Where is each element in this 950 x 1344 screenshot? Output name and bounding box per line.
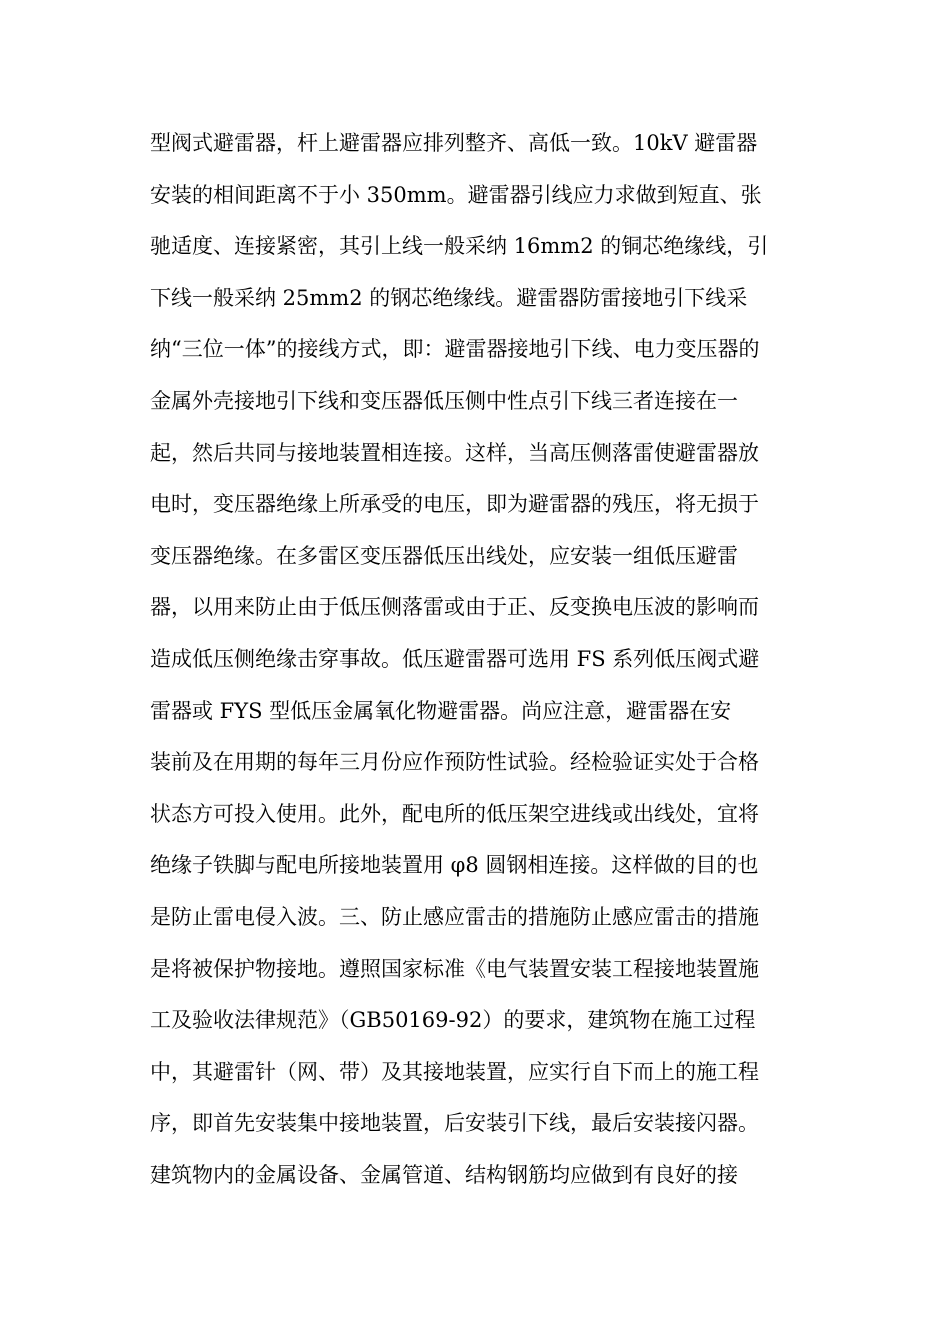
- text-line: 器，以用来防止由于低压侧落雷或由于正、反变换电压波的影响而: [150, 595, 759, 620]
- text-line: 绝缘子铁脚与配电所接地装置用 φ8 圆钢相连接。这样做的目的也: [150, 853, 759, 878]
- text-line: 雷器或 FYS 型低压金属氧化物避雷器。尚应注意，避雷器在安: [150, 698, 732, 723]
- text-line: 变压器绝缘。在多雷区变压器低压出线处，应安装一组低压避雷: [150, 543, 738, 568]
- text-line: 纳“三位一体”的接线方式，即：避雷器接地引下线、电力变压器的: [150, 337, 760, 362]
- text-line: 电时，变压器绝缘上所承受的电压，即为避雷器的残压，将无损于: [150, 492, 759, 517]
- text-line: 工及验收法律规范》（GB50169-92）的要求，建筑物在施工过程: [150, 1008, 756, 1033]
- text-line: 起，然后共同与接地装置相连接。这样，当高压侧落雷使避雷器放: [150, 440, 759, 465]
- text-line: 状态方可投入使用。此外，配电所的低压架空进线或出线处，宜将: [150, 801, 759, 826]
- text-line: 装前及在用期的每年三月份应作预防性试验。经检验证实处于合格: [150, 750, 759, 775]
- text-line: 是防止雷电侵入波。三、防止感应雷击的措施防止感应雷击的措施: [150, 904, 759, 929]
- text-line: 驰适度、连接紧密，其引上线一般采纳 16mm2 的铜芯绝缘线，引: [150, 234, 769, 259]
- text-line: 建筑物内的金属设备、金属管道、结构钢筋均应做到有良好的接: [150, 1162, 738, 1187]
- text-line: 序，即首先安装集中接地装置，后安装引下线，最后安装接闪器。: [150, 1111, 759, 1136]
- text-line: 安装的相间距离不于小 350mm。避雷器引线应力求做到短直、张: [150, 182, 762, 207]
- text-line: 中，其避雷针（网、带）及其接地装置，应实行自下而上的施工程: [150, 1059, 759, 1084]
- text-line: 下线一般采纳 25mm2 的钢芯绝缘线。避雷器防雷接地引下线采: [150, 285, 748, 310]
- document-body: [150, 118, 810, 1201]
- text-line: 型阀式避雷器，杆上避雷器应排列整齐、高低一致。10kV 避雷器: [150, 131, 758, 155]
- text-line: 是将被保护物接地。遵照国家标准《电气装置安装工程接地装置施: [150, 956, 759, 981]
- text-line: 造成低压侧绝缘击穿事故。低压避雷器可选用 FS 系列低压阀式避: [150, 646, 760, 671]
- text-line: 金属外壳接地引下线和变压器低压侧中性点引下线三者连接在一: [150, 388, 738, 413]
